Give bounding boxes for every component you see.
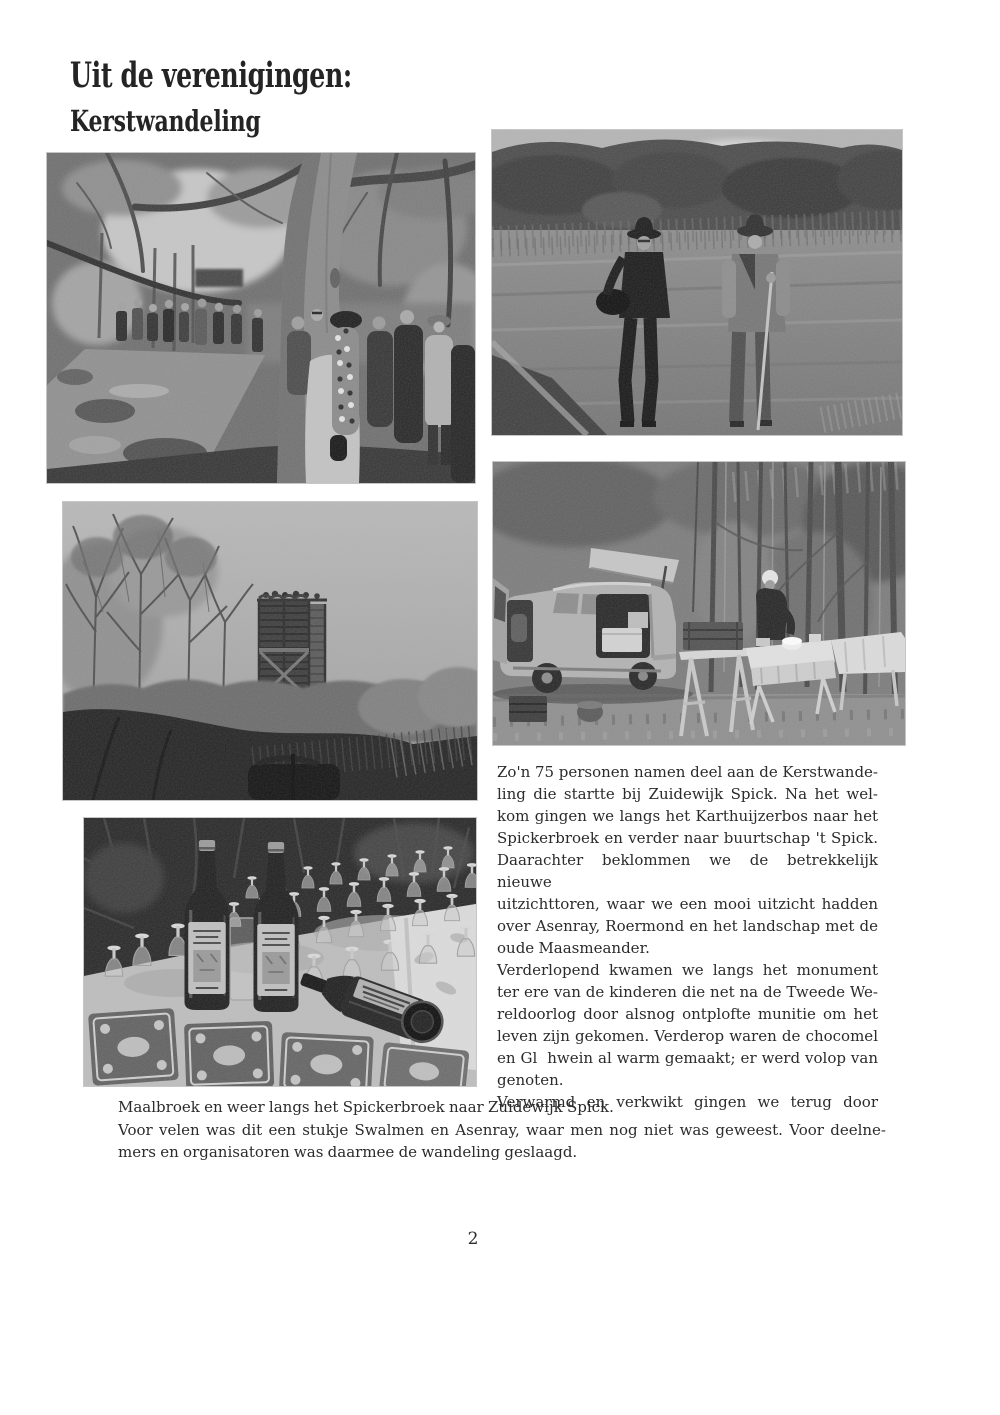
article-body-fullwidth [118,1096,886,1164]
article-line: Daarachter beklommen we de betrekkelijk nieuwe [497,851,878,891]
article-line: ling die startte bij Zuidewijk Spick. Na het wel- [497,785,878,803]
article-line: Spickerbroek en verder naar buurtschap 't Spick. [497,829,878,847]
section-title: Uit de verenigingen: [70,55,352,96]
page-number: 2 [467,1229,479,1249]
photo-car-tables-illustration [493,462,905,745]
photo-two-hikers-field [492,130,902,435]
photo-bottles-illustration [84,818,476,1086]
article-line: kom gingen we langs het Karthuijzerbos naar het [497,807,878,825]
article-line: Maalbroek en weer langs het Spickerbroek naar Zuidewijk Spick. [118,1098,614,1116]
article-line: Zo'n 75 personen namen deel aan de Kerstwande- [497,763,878,781]
photo-two-hikers-illustration [492,130,902,435]
article-line: over Asenray, Roermond en het landschap met de [497,917,878,935]
article-line: en Gl hwein al warm gemaakt; er werd volop van [497,1049,878,1067]
article-line: leven zijn gekomen. Verderop waren de chocomel [497,1027,878,1045]
photo-lookout-tower [63,502,477,800]
article-line: Verwarmd en verkwikt gingen we terug door [497,1093,878,1111]
photo-lookout-tower-illustration [63,502,477,800]
photo-car-refreshment-tables [493,462,905,745]
article-line: Voor velen was dit een stukje Swalmen en Asenray, waar men nog niet was geweest. Voor deelne- [118,1120,886,1139]
article-body-column [497,761,878,1113]
photo-forest-walkers [47,153,475,483]
photo-gluhwein-bottles-glasses [84,818,476,1086]
article-line: uitzichttoren, waar we een mooi uitzicht hadden [497,895,878,913]
article-title: Kerstwandeling [70,104,261,138]
article-line: oude Maasmeander. [497,939,650,957]
article-line: ter ere van de kinderen die net na de Tweede We- [497,983,878,1001]
article-line: genoten. [497,1071,564,1089]
article-line: Verderlopend kwamen we langs het monument [497,961,878,979]
photo-forest-walkers-illustration [47,153,475,483]
article-line: reldoorlog door alsnog ontplofte munitie om het [497,1005,878,1023]
article-line: mers en organisatoren was daarmee de wandeling geslaagd. [118,1143,578,1161]
